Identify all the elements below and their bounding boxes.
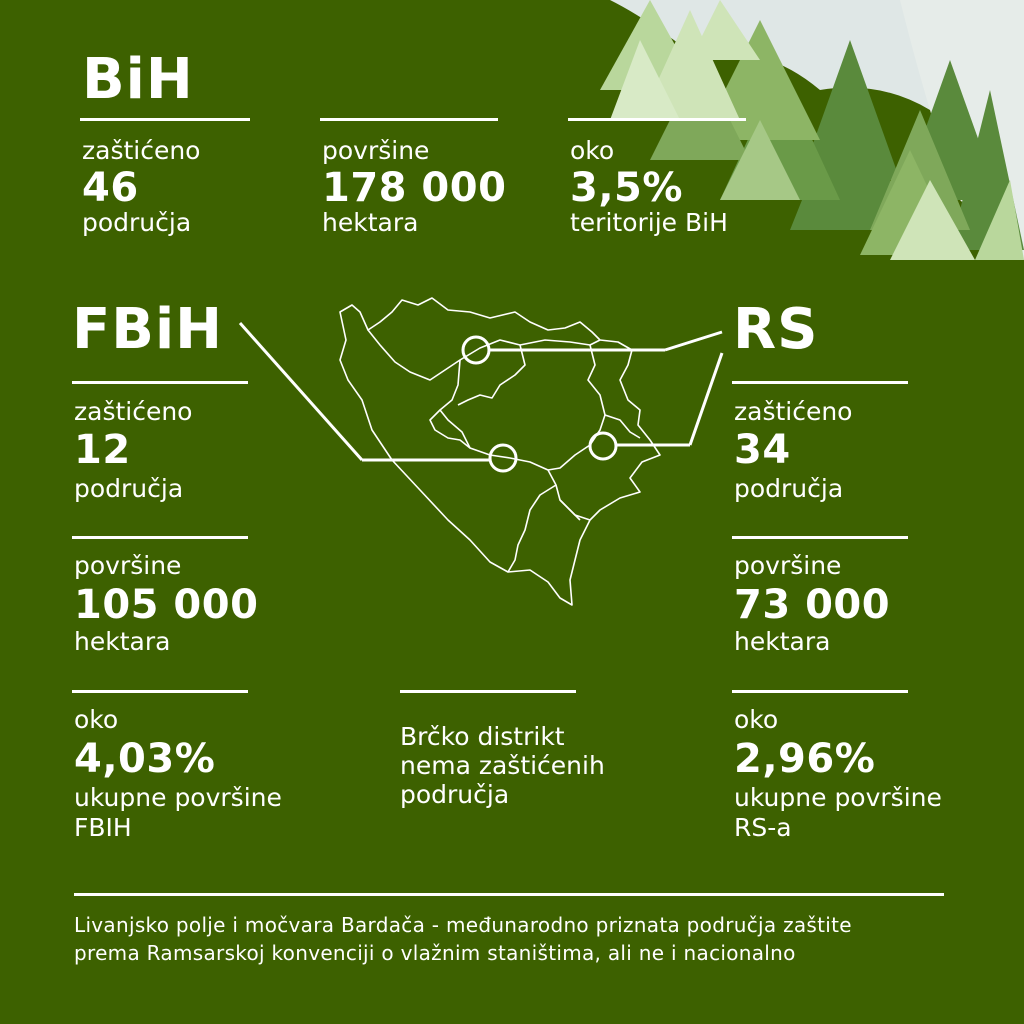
rs-stat-areas-value: 34 [734, 427, 791, 473]
bih-stat-surface-value: 178 000 [322, 165, 507, 211]
fbih-stat-areas-value: 12 [74, 427, 131, 473]
fbih-stat-surface-unit: hektara [74, 627, 171, 656]
rs-stat-percent-value: 2,96% [734, 736, 876, 782]
rs-stat-areas-label: zaštićeno [734, 397, 853, 426]
fbih-stat-surface-label: površine [74, 551, 182, 580]
rs-stat-percent-label: oko [734, 705, 779, 734]
bih-stat-percent-label: oko [570, 136, 615, 165]
fbih-stat-percent-unit-2: FBIH [74, 813, 132, 842]
fbih-stat-areas-unit: područja [74, 474, 184, 503]
fbih-stat-percent-label: oko [74, 705, 119, 734]
rs-title: RS [733, 297, 819, 362]
bih-stat-percent-unit: teritorije BiH [570, 208, 728, 237]
bih-stat-areas-label: zaštićeno [82, 136, 201, 165]
fbih-stat-percent-value: 4,03% [74, 736, 216, 782]
footer-note-line-2: prema Ramsarskoj konvenciji o vlažnim staništima, ali ne i nacionalno [74, 941, 796, 965]
bih-stat-surface-label: površine [322, 136, 430, 165]
bih-title: BiH [82, 47, 194, 112]
footer-divider [74, 893, 944, 896]
rs-stat-percent-unit-2: RS-a [734, 813, 792, 842]
brcko-note-line-1: Brčko distrikt [400, 722, 565, 751]
footer-note-line-1: Livanjsko polje i močvara Bardača - međunarodno priznata područja zaštite [74, 913, 852, 937]
bih-stat-areas-unit: područja [82, 208, 192, 237]
brcko-note-line-3: područja [400, 780, 510, 809]
fbih-stat-areas-label: zaštićeno [74, 397, 193, 426]
rs-stat-areas-unit: područja [734, 474, 844, 503]
bih-stat-percent-value: 3,5% [570, 165, 683, 211]
rs-stat-surface-value: 73 000 [734, 582, 891, 628]
rs-stat-surface-label: površine [734, 551, 842, 580]
fbih-stat-surface-value: 105 000 [74, 582, 259, 628]
bih-stat-surface-unit: hektara [322, 208, 419, 237]
bih-stat-areas-value: 46 [82, 165, 139, 211]
rs-stat-surface-unit: hektara [734, 627, 831, 656]
rs-stat-percent-unit: ukupne površine [734, 783, 942, 812]
fbih-title: FBiH [72, 297, 223, 362]
brcko-note-line-2: nema zaštićenih [400, 751, 605, 780]
fbih-stat-percent-unit: ukupne površine [74, 783, 282, 812]
rs-east-marker [590, 433, 616, 459]
